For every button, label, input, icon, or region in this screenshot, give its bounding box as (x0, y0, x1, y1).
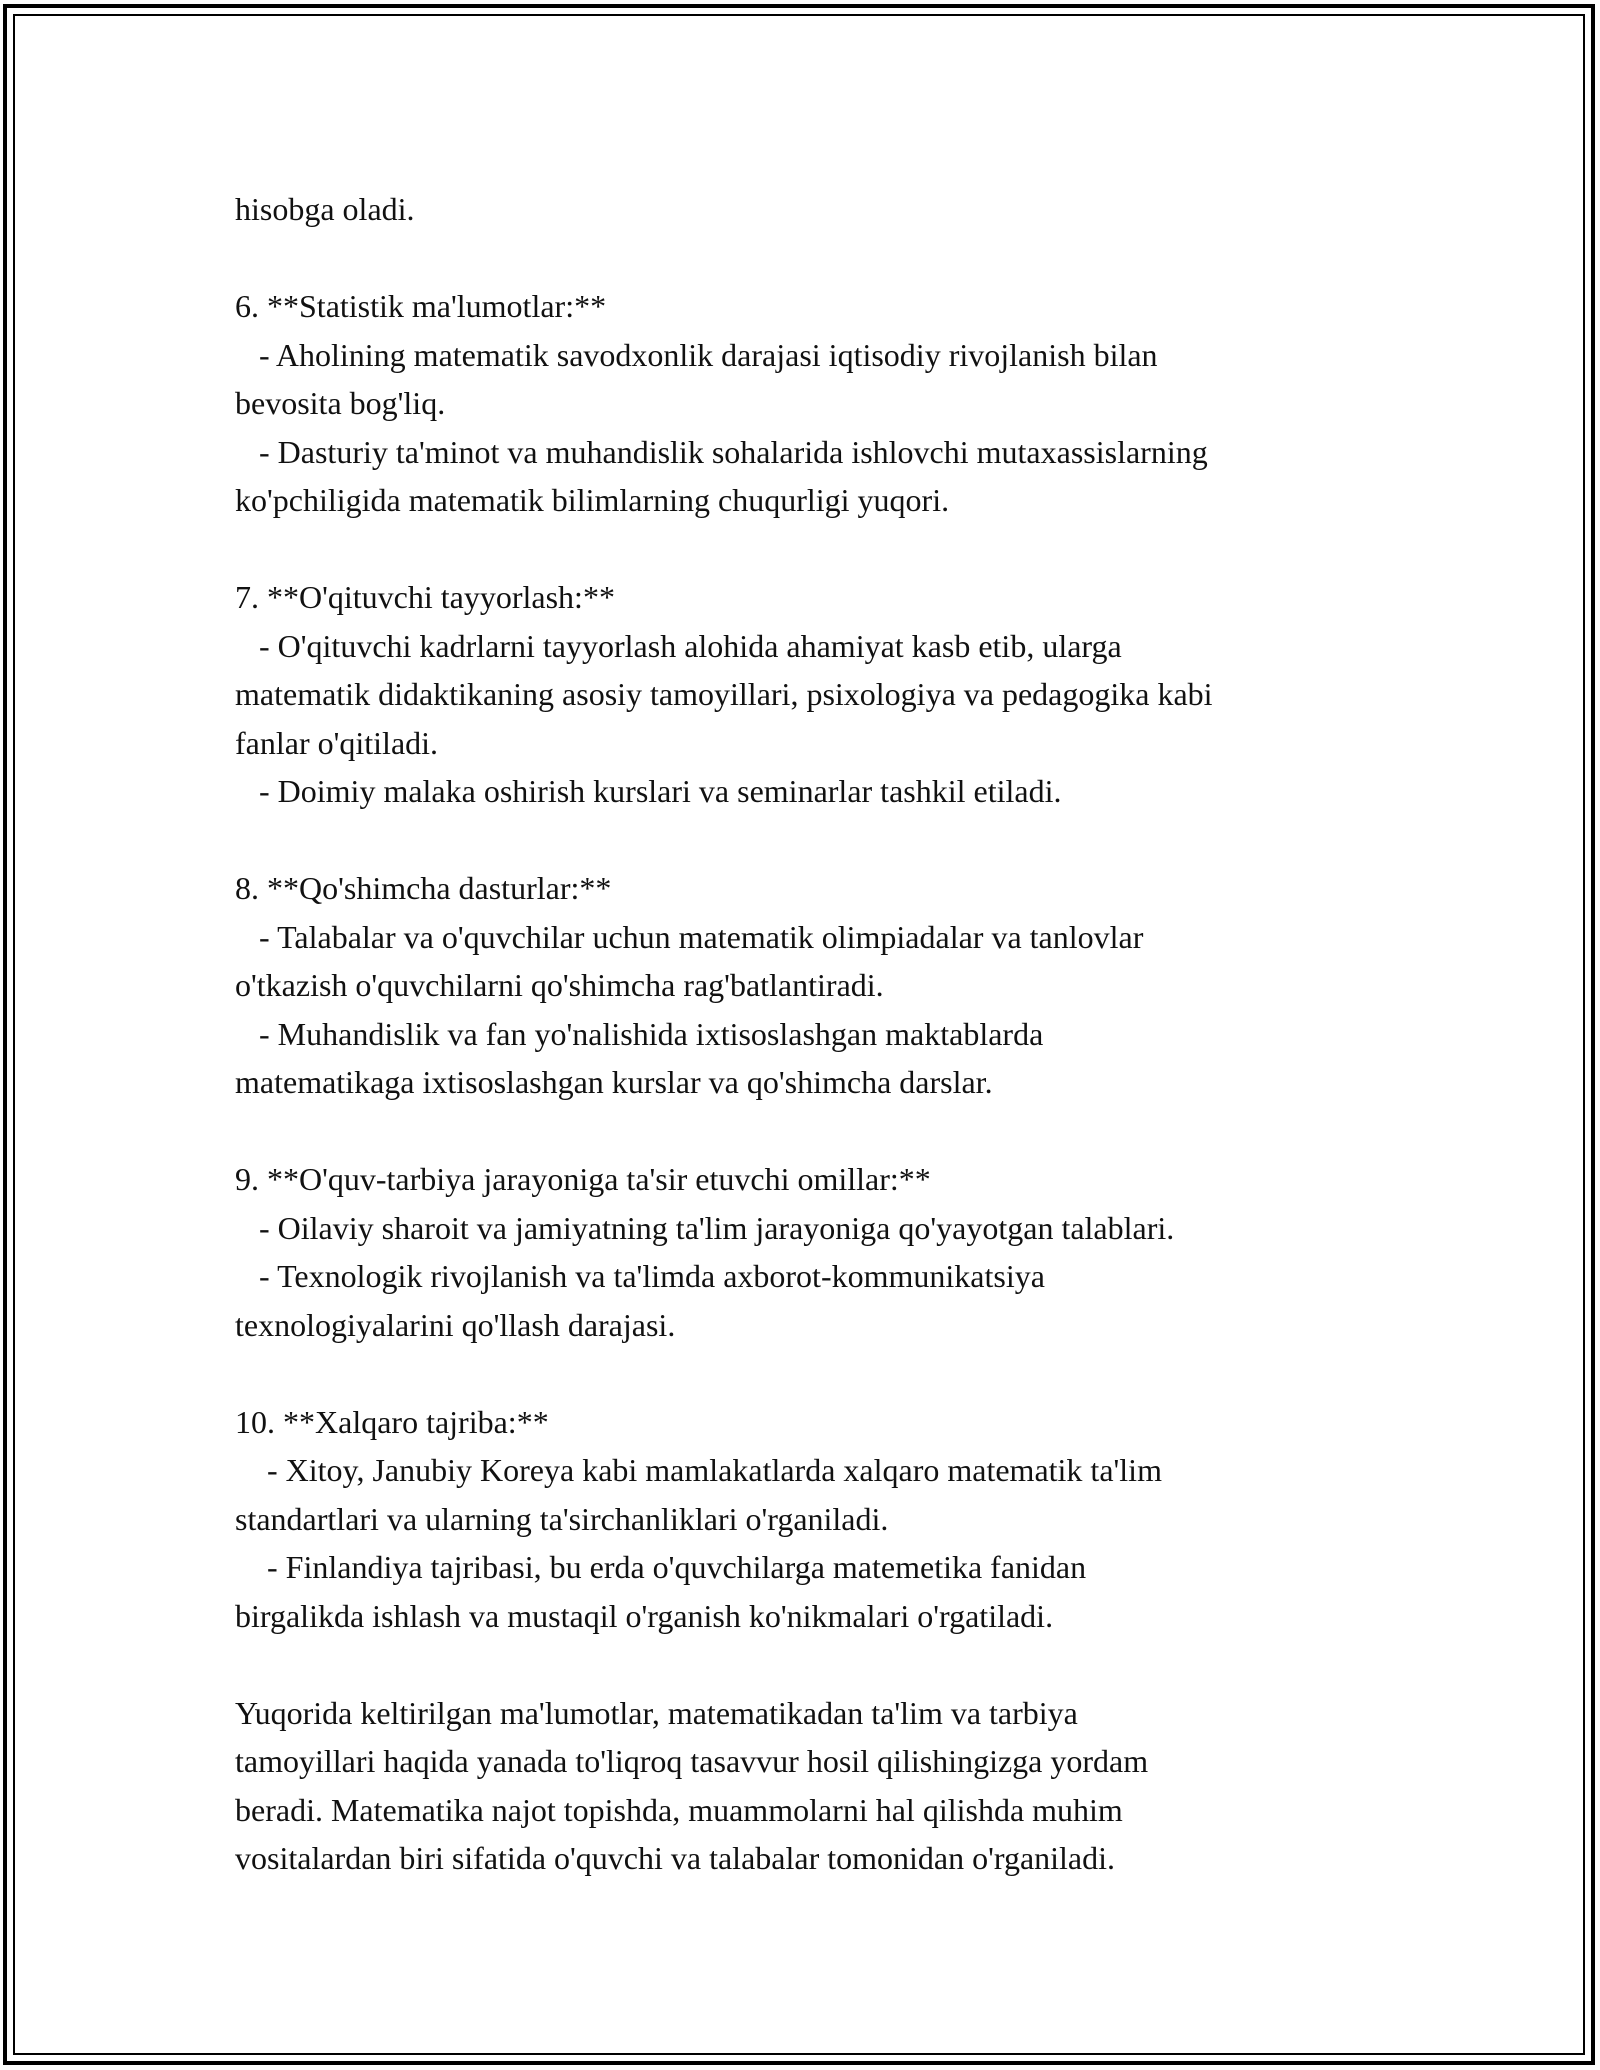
blank-line (235, 1107, 1375, 1156)
text-line: Yuqorida keltirilgan ma'lumotlar, matematikadan ta'lim va tarbiya (235, 1694, 1078, 1731)
blank-line (235, 234, 1375, 283)
text-line: 10. **Xalqaro tajriba:** (235, 1403, 549, 1440)
text-line: bevosita bog'liq. (235, 385, 446, 421)
text-line: birgalikda ishlash va mustaqil o'rganish ko'nikmalari o'rgatiladi. (235, 1597, 1054, 1634)
text-line: - Texnologik rivojlanish va ta'limda axborot-kommunikatsiya (235, 1258, 1045, 1294)
text-line: 9. **O'quv-tarbiya jarayoniga ta'sir etuvchi omillar:** (235, 1161, 931, 1197)
text-line: - Dasturiy ta'minot va muhandislik sohalarida ishlovchi mutaxassislarning (235, 433, 1208, 470)
blank-line (235, 525, 1375, 574)
blank-line (235, 816, 1375, 865)
text-line: matematikaga ixtisoslashgan kurslar va qo'shimcha darslar. (235, 1064, 993, 1100)
text-line: fanlar o'qitiladi. (235, 724, 439, 761)
text-line: standartlari va ularning ta'sirchanliklari o'rganiladi. (235, 1500, 889, 1537)
text-line: o'tkazish o'quvchilarni qo'shimcha rag'batlantiradi. (235, 967, 884, 1003)
text-line: 7. **O'qituvchi tayyorlash:** (235, 579, 615, 615)
text-line: texnologiyalarini qo'llash darajasi. (235, 1306, 676, 1343)
text-line: ko'pchiligida matematik bilimlarning chuqurligi yuqori. (235, 482, 950, 518)
text-line: matematik didaktikaning asosiy tamoyillari, psixologiya va pedagogika kabi (235, 676, 1213, 712)
text-line: - Finlandiya tajribasi, bu erda o'quvchilarga matemetika fanidan (235, 1549, 1087, 1585)
text-line: - Aholining matematik savodxonlik darajasi iqtisodiy rivojlanish bilan (235, 336, 1158, 373)
document-body (235, 185, 1375, 1883)
text-line: 8. **Qo'shimcha dasturlar:** (235, 870, 612, 906)
text-line: - Talabalar va o'quvchilar uchun matematik olimpiadalar va tanlovlar (235, 918, 1144, 955)
text-line: - O'qituvchi kadrlarni tayyorlash alohida ahamiyat kasb etib, ularga (235, 627, 1122, 664)
text-line: hisobga oladi. (235, 191, 415, 227)
text-line: - Oilaviy sharoit va jamiyatning ta'lim jarayoniga qo'yayotgan talablari. (235, 1209, 1175, 1246)
text-line: - Doimiy malaka oshirish kurslari va seminarlar tashkil etiladi. (235, 773, 1062, 809)
text-line: - Xitoy, Janubiy Koreya kabi mamlakatlarda xalqaro matematik ta'lim (235, 1452, 1162, 1488)
blank-line (235, 1349, 1375, 1398)
text-line: 6. **Statistik ma'lumotlar:** (235, 288, 607, 324)
blank-line (235, 1640, 1375, 1689)
text-line: vositalardan biri sifatida o'quvchi va talabalar tomonidan o'rganiladi. (235, 1840, 1116, 1876)
text-line: - Muhandislik va fan yo'nalishida ixtisoslashgan maktablarda (235, 1015, 1044, 1052)
text-line: tamoyillari haqida yanada to'liqroq tasavvur hosil qilishingizga yordam (235, 1743, 1149, 1779)
text-line: beradi. Matematika najot topishda, muammolarni hal qilishda muhim (235, 1791, 1123, 1828)
